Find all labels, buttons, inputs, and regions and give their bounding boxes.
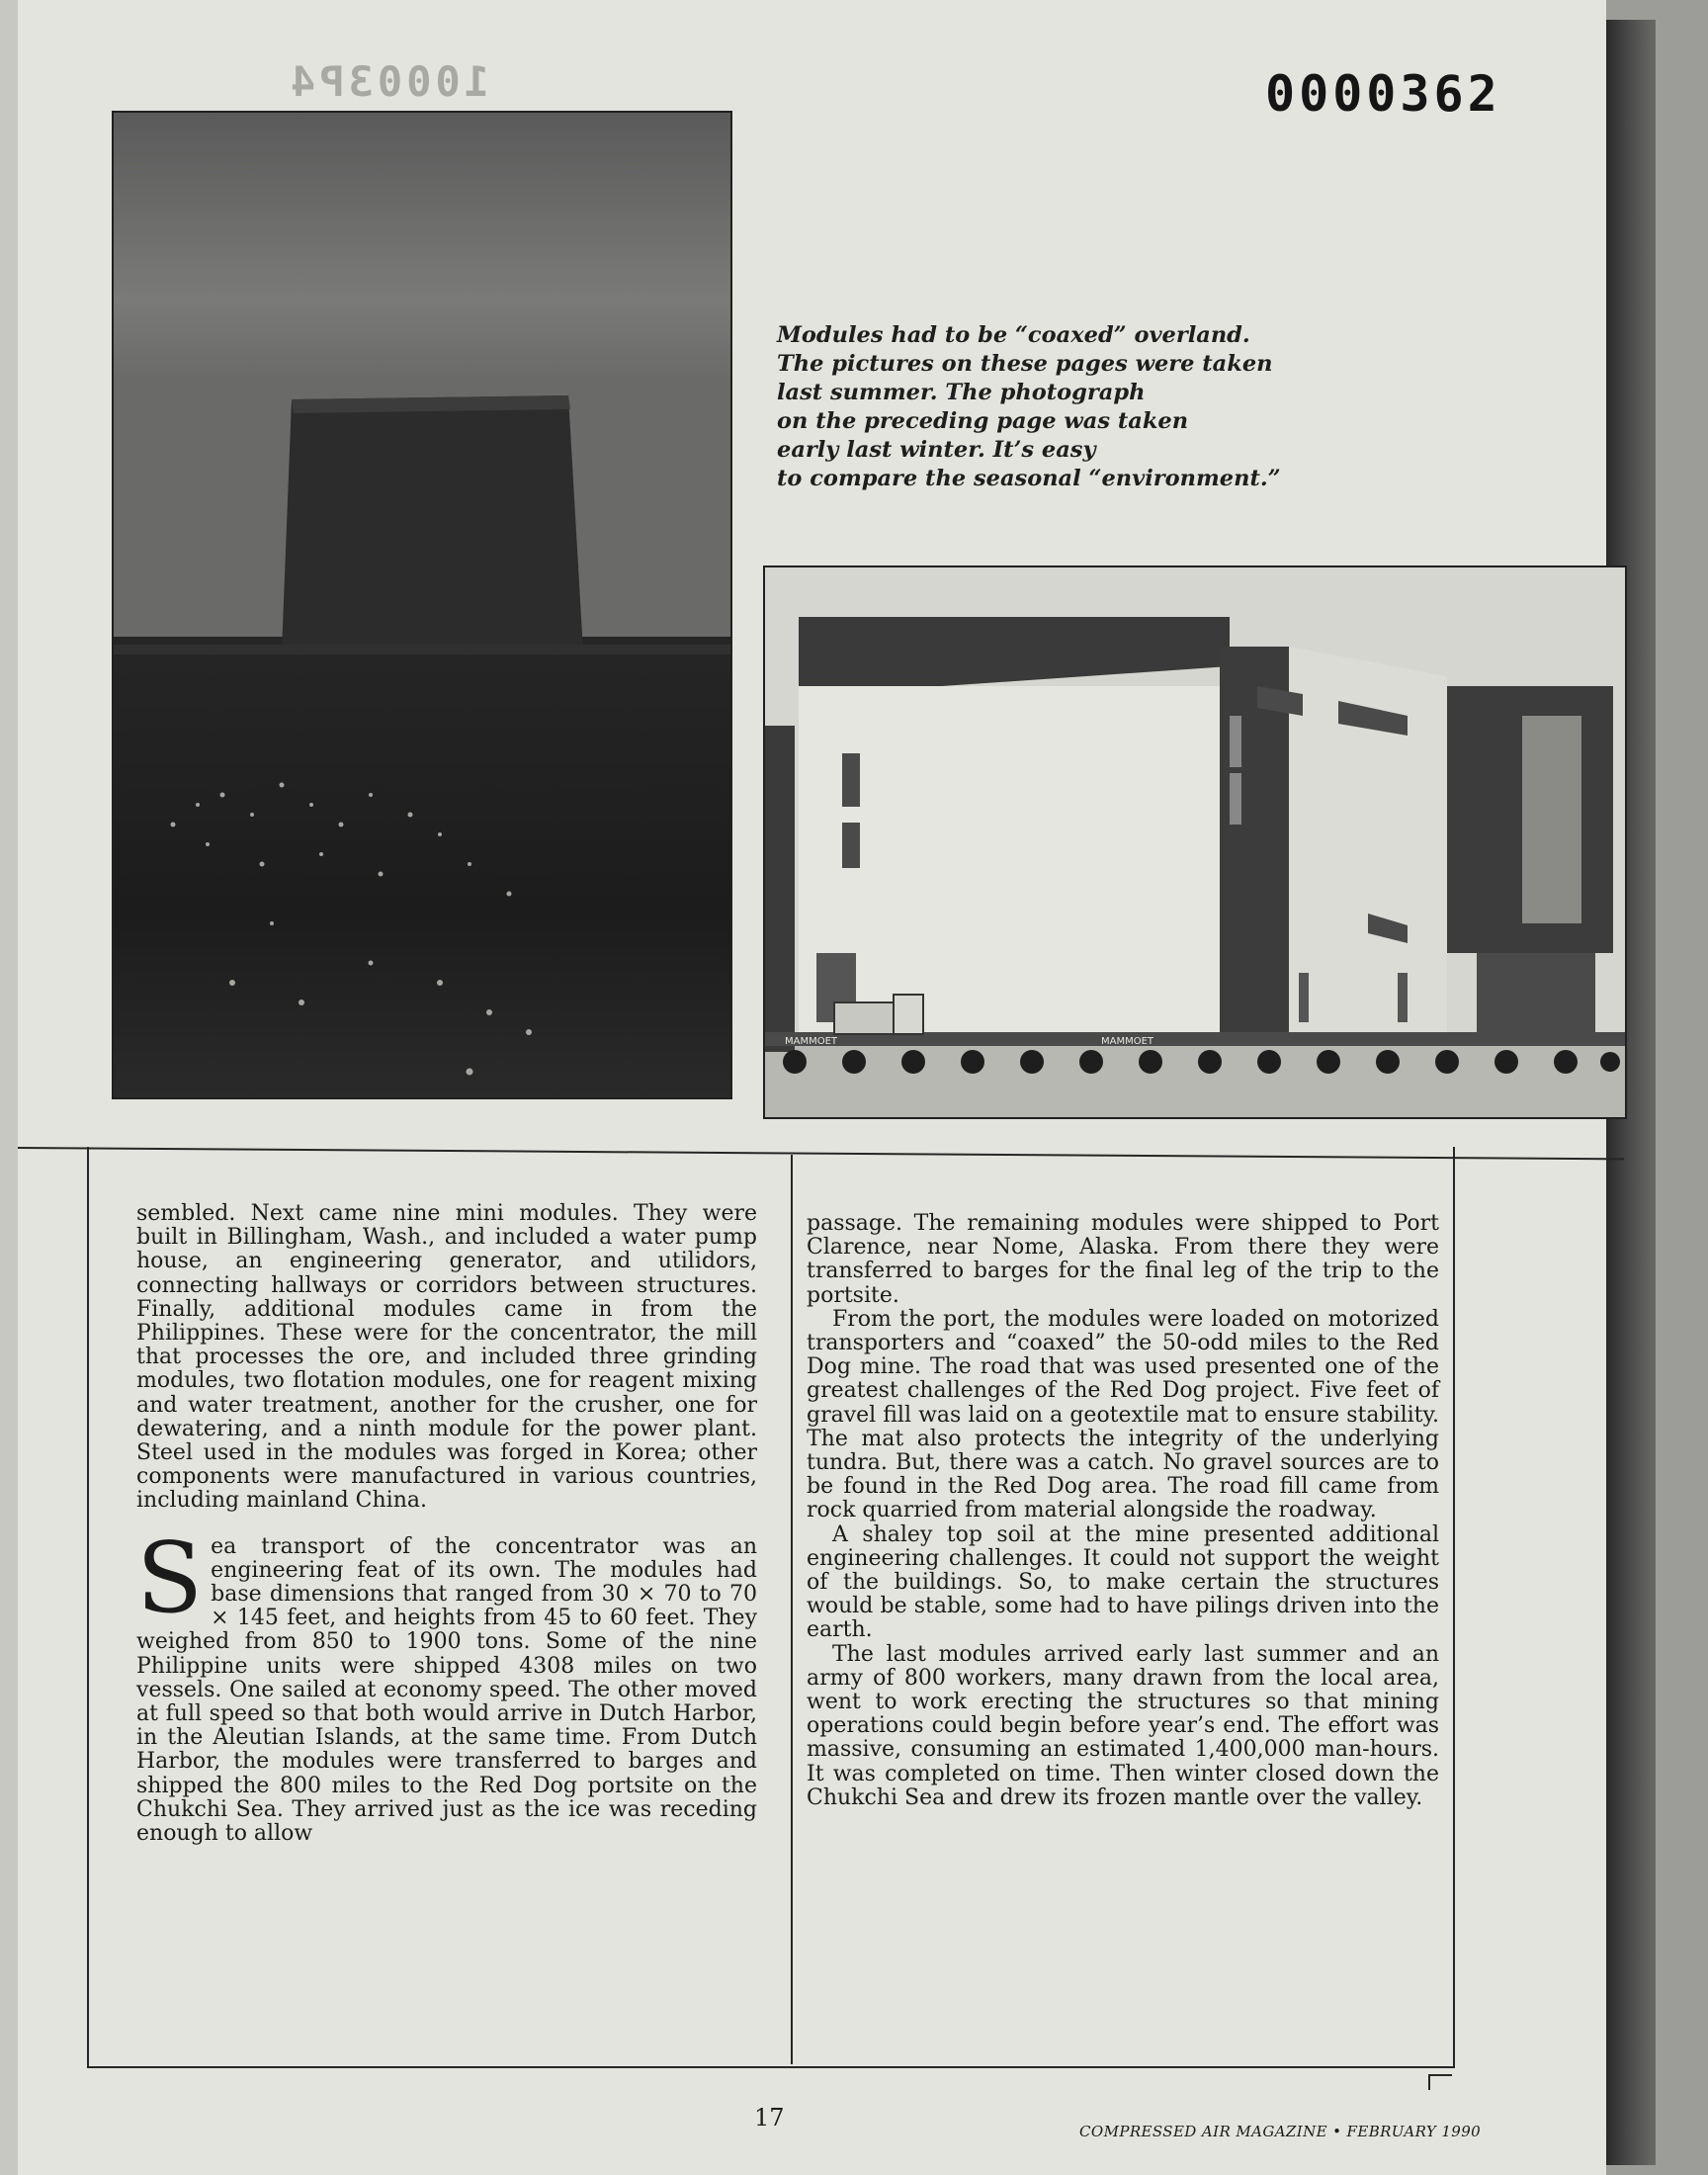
paragraph-text: ea transport of the concentrator was an engineering feat of its own. The modules had base dimensions that ranged from 30 × 70 to 70 × 145 feet, and heights from 45 to 60 feet. They weighed from 850 to 1900 tons. Some of the nine Philippine units were shipped 4308 miles on two vessels. One sailed at economy speed. The other moved at full speed so that both would arrive in Dutch Harbor, in the Aleutian Islands, at the same time. From Dutch Harbor, the modules were transferred to barges and shipped the 800 miles to the Red Dog portsite on the Chukchi Sea. They arrived just as the ice was receding enough to allow [136, 1533, 757, 1847]
caption-line: to compare the seasonal “environment.” [777, 466, 1281, 491]
paragraph: From the port, the modules were loaded on motorized transporters and “coaxed” the 50-odd miles to the Red Dog mine. The road that was used presented one of the greatest challenges of the Red Dog project. Five feet of gravel fill was laid on a geotextile mat to ensure stability. The mat also protects the integrity of the underlying tundra. But, there was a catch. No gravel sources are to be found in the Red Dog area. The road fill came from rock quarried from material alongside the roadway. [807, 1306, 1439, 1523]
transporter-module-illustration [765, 567, 1625, 1117]
caption-line: Modules had to be “coaxed” overland. [777, 322, 1250, 348]
continue-arrow-icon [1428, 2074, 1452, 2090]
photo-module-on-tundra [112, 111, 732, 1099]
transporter-label: MAMMOET [1101, 1036, 1154, 1047]
column-divider [791, 1155, 793, 2064]
drop-cap: S [136, 1522, 204, 1635]
left-page-edge [0, 0, 18, 2175]
photo-caption [777, 321, 1291, 493]
transporter-label: MAMMOET [785, 1036, 838, 1047]
mirrored-bates-stamp: 10003P4 [287, 57, 490, 106]
caption-line: last summer. The photograph [777, 380, 1146, 405]
publication-credit: COMPRESSED AIR MAGAZINE • FEBRUARY 1990 [1079, 2123, 1482, 2140]
paragraph: The last modules arrived early last summer and an army of 800 workers, many drawn from the local area, went to work erecting the structures so that mining operations could begin before year’s end. The effort was massive, consuming an estimated 1,400,000 man-hours. It was completed on time. Then winter closed down the Chukchi Sea and drew its frozen mantle over the valley. [807, 1641, 1439, 1810]
caption-line: early last winter. It’s easy [777, 437, 1096, 463]
paragraph: A shaley top soil at the mine presented additional engineering challenges. It could not support the weight of the buildings. So, to make certain the structures would be stable, some had to have pilings driven into the earth. [807, 1522, 1439, 1643]
bates-stamp: 0000362 [1265, 65, 1501, 123]
article-column-right [807, 1212, 1439, 1810]
caption-line: The pictures on these pages were taken [777, 351, 1273, 377]
photo-module-on-transporter [763, 566, 1627, 1119]
paragraph-with-dropcap [136, 1522, 757, 1847]
caption-line: on the preceding page was taken [777, 408, 1189, 434]
paragraph: sembled. Next came nine mini modules. They were built in Billingham, Wash., and included a water pump house, an engineering generator, and utilidors, connecting hallways or corridors between structures. Finally, additional modules came in from the Philippines. These were for the concentrator, the mill that processes the ore, and included three grinding modules, two flotation modules, one for reagent mixing and water treatment, another for the crusher, one for dewatering, and a ninth module for the power plant. Steel used in the modules was forged in Korea; other components were manufactured in various countries, including mainland China. [136, 1201, 757, 1514]
paragraph: passage. The remaining modules were shipped to Port Clarence, near Nome, Alaska. From there they were transferred to barges for the final leg of the trip to the portsite. [807, 1211, 1439, 1308]
article-column-left [136, 1202, 757, 1846]
page-number: 17 [754, 2104, 785, 2132]
tundra-module-illustration [114, 113, 730, 1097]
